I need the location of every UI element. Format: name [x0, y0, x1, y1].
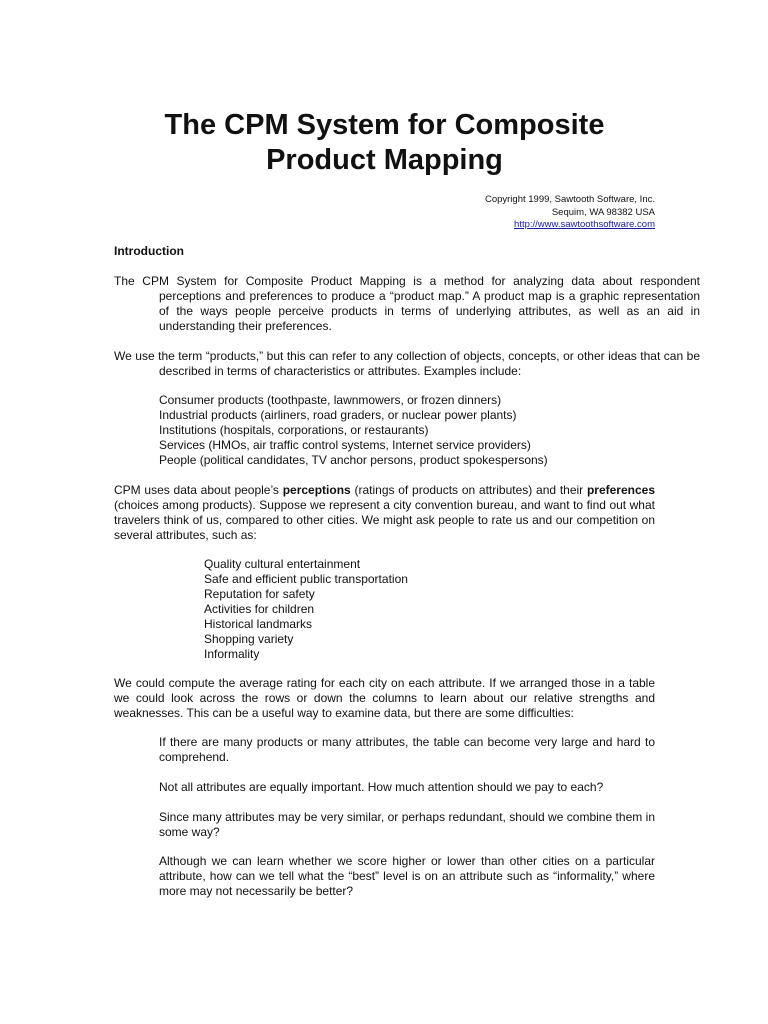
term-preferences: preferences: [586, 483, 655, 497]
examples-list: [159, 393, 548, 468]
title-line-2: Product Mapping: [266, 144, 503, 176]
difficulty-item: Not all attributes are equally important. How much attention should we pay to each?: [159, 780, 604, 794]
list-item: Informality: [204, 647, 260, 661]
attributes-list: [204, 557, 408, 662]
copyright-line-2: Sequim, WA 98382 USA: [551, 206, 655, 218]
list-item: Shopping variety: [204, 632, 294, 646]
list-item: People (political candidates, TV anchor persons, product spokespersons): [159, 453, 548, 467]
difficulty-item: If there are many products or many attributes, the table can become very large and hard to comprehend.: [159, 735, 655, 764]
list-item: Historical landmarks: [204, 617, 313, 631]
para3-text-e: (choices among products). Suppose we represent a city convention bureau, and want to find out what travelers think of us, compared to other cities. We might ask people to rate us and our competition on several attributes, such as:: [114, 498, 655, 542]
page-title: [114, 108, 655, 178]
section-heading: Introduction: [114, 244, 184, 258]
para3-text-c: (ratings of products on attributes) and their: [350, 483, 587, 497]
list-item: Reputation for safety: [204, 587, 315, 601]
list-item: Quality cultural entertainment: [204, 557, 361, 571]
difficulty-item: Since many attributes may be very similar, or perhaps redundant, should we combine them in some way?: [159, 810, 655, 839]
paragraph-products: We use the term “products,” but this can refer to any collection of objects, concepts, or other ideas that can be described in terms of characteristics or attributes. Examples include:: [114, 349, 700, 378]
title-line-1: The CPM System for Composite: [164, 109, 605, 141]
paragraph-difficulties: We could compute the average rating for each city on each attribute. If we arranged those in a table we could look across the rows or down the columns to learn about our relative strengths and weaknesses. This can be a useful way to examine data, but there are some difficulties:: [114, 676, 655, 720]
list-item: Consumer products (toothpaste, lawnmowers, or frozen dinners): [159, 393, 502, 407]
copyright-block: [485, 194, 655, 232]
copyright-line-1: Copyright 1999, Sawtooth Software, Inc.: [484, 194, 655, 205]
difficulty-item: Although we can learn whether we score higher or lower than other cities on a particular attribute, how can we tell what the “best” level is on an attribute such as “informality,” where more may not necessarily be better?: [159, 854, 655, 898]
list-item: Activities for children: [204, 602, 315, 616]
term-perceptions: perceptions: [282, 483, 351, 497]
website-link[interactable]: http://www.sawtoothsoftware.com: [514, 219, 655, 230]
para3-text-a: CPM uses data about people’s: [114, 483, 283, 497]
list-item: Institutions (hospitals, corporations, or restaurants): [159, 423, 429, 437]
list-item: Safe and efficient public transportation: [204, 572, 408, 586]
paragraph-perceptions: [114, 483, 655, 543]
list-item: Industrial products (airliners, road graders, or nuclear power plants): [159, 408, 517, 422]
paragraph-intro: The CPM System for Composite Product Mapping is a method for analyzing data about respondent perceptions and preferences to produce a “product map.” A product map is a graphic representation of the ways people perceive products in terms of underlying attributes, as well as an aid in understanding their preferences.: [114, 274, 700, 333]
list-item: Services (HMOs, air traffic control systems, Internet service providers): [159, 438, 531, 452]
